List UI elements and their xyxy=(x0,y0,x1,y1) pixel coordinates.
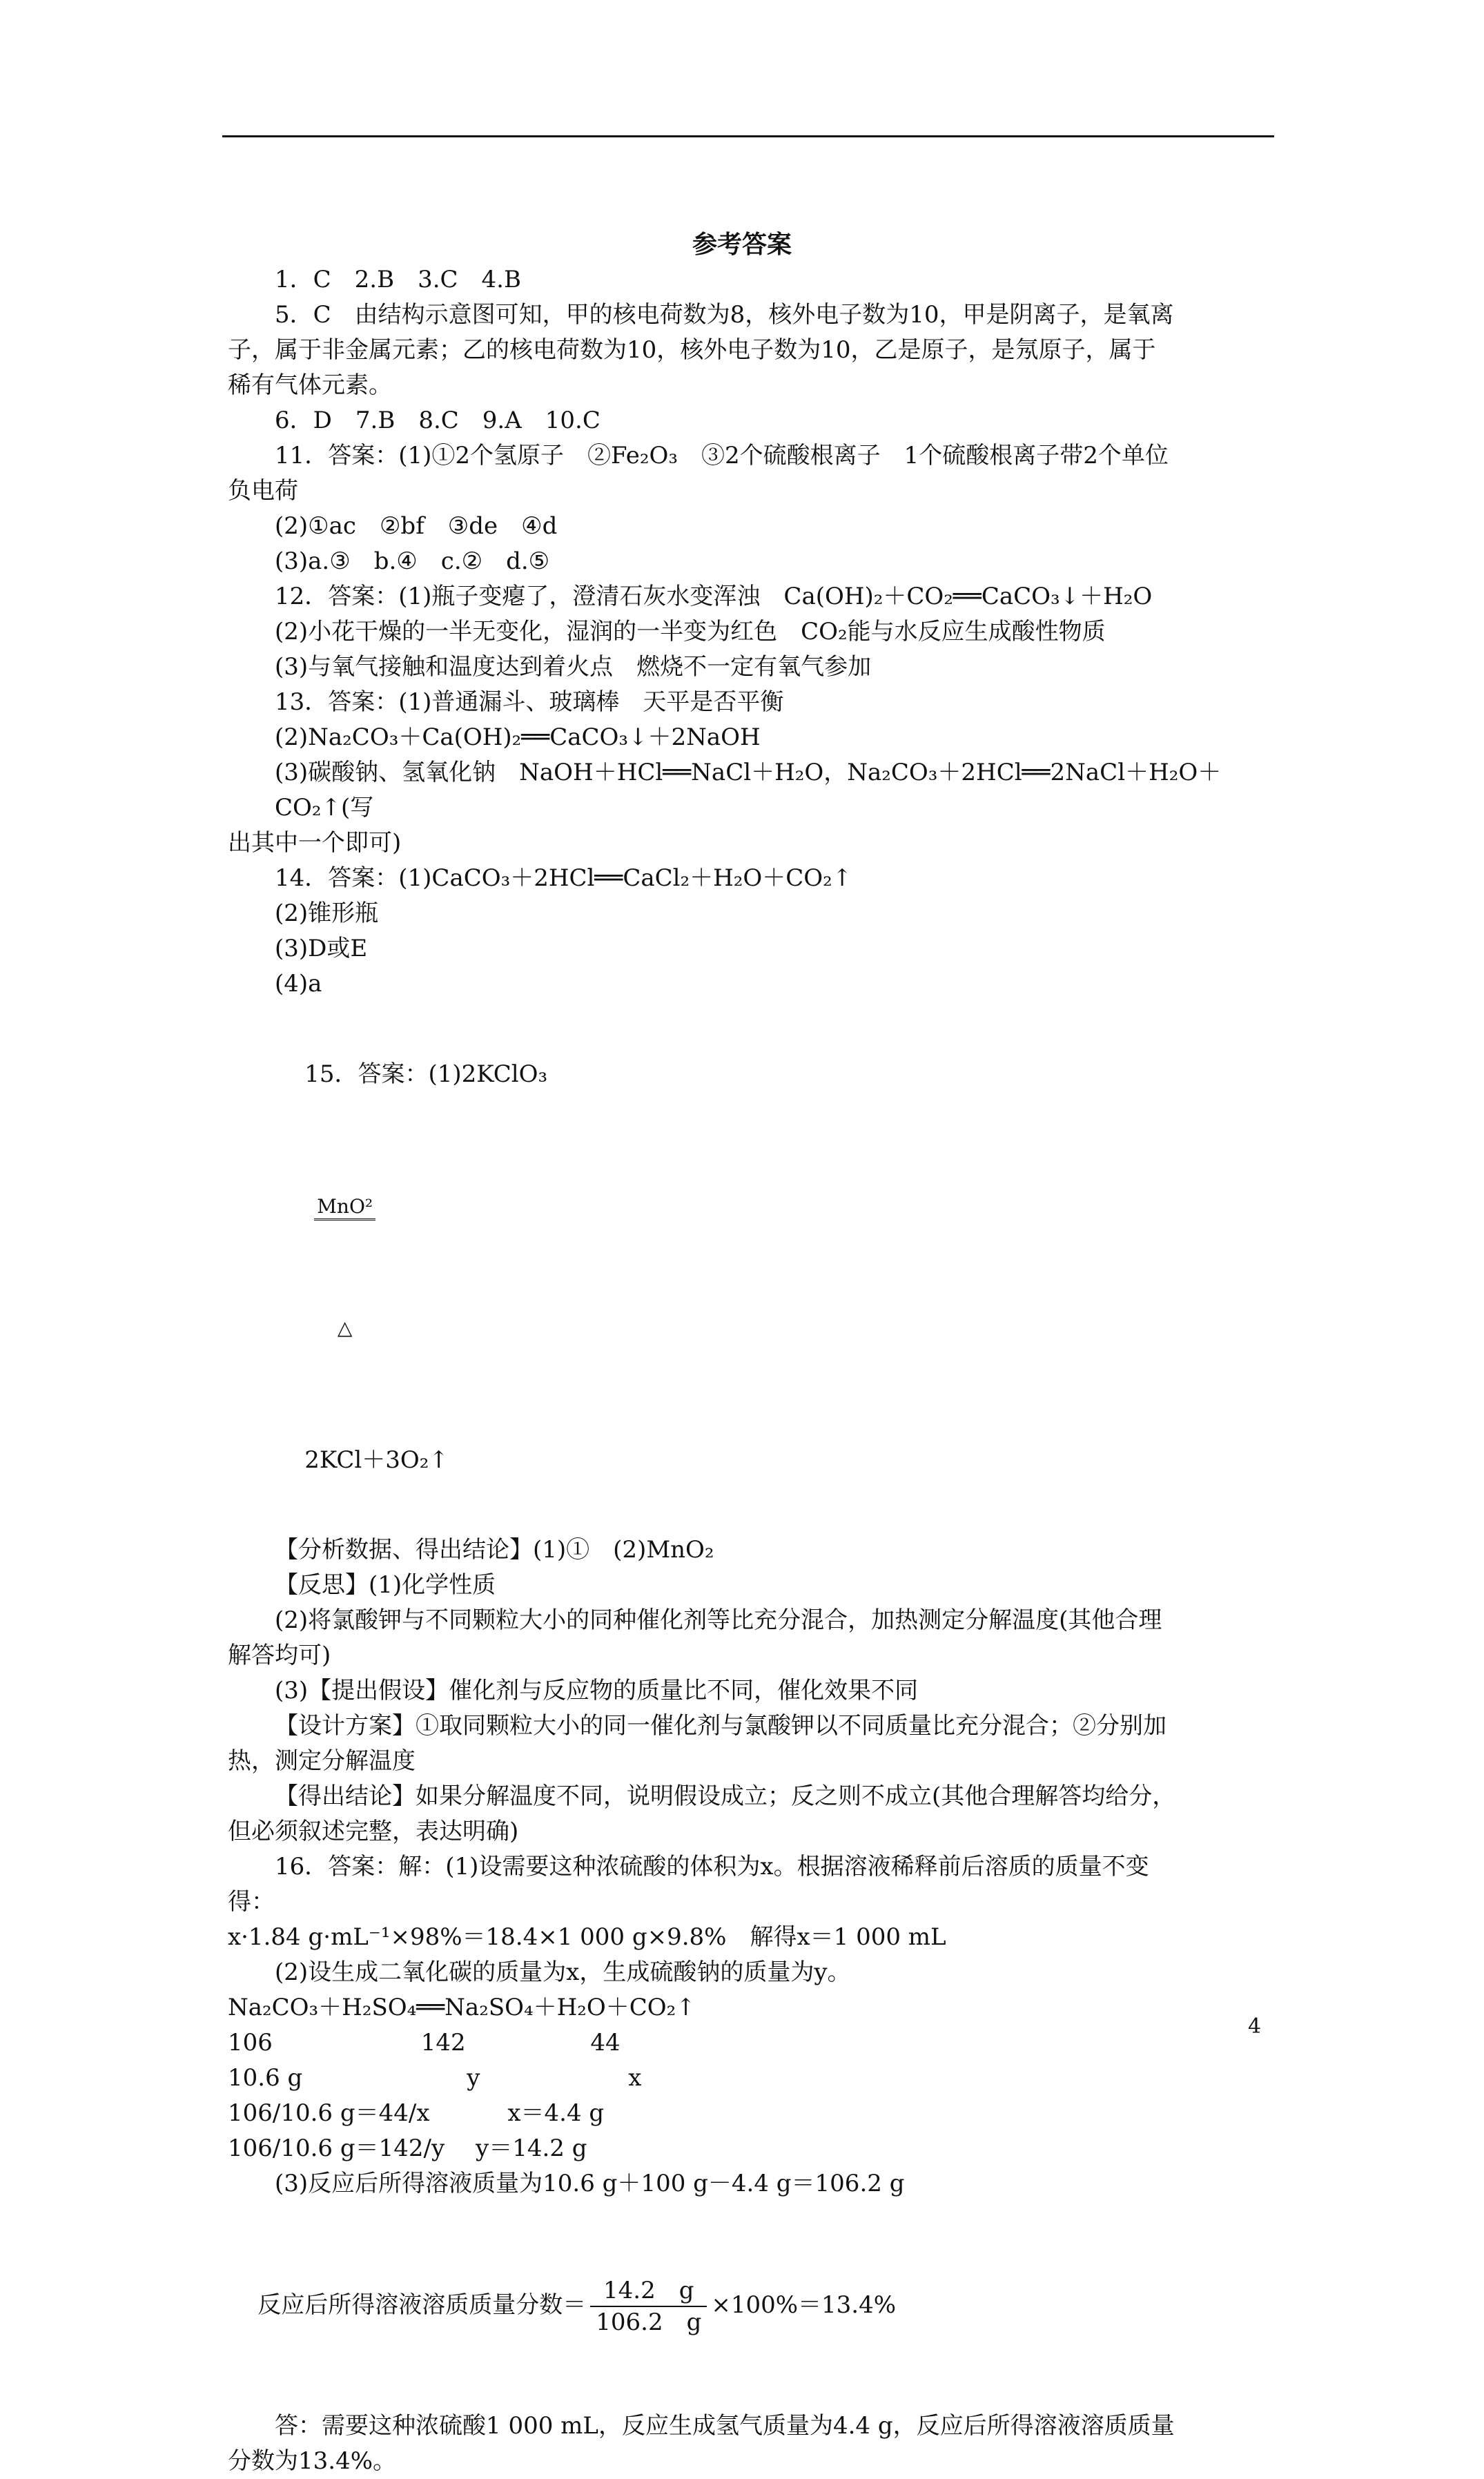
answer-line: 16．答案：解：(1)设需要这种浓硫酸的体积为x。根据溶液稀释前后溶质的质量不变 xyxy=(275,1853,1149,1880)
answer-line: 12．答案：(1)瓶子变瘪了，澄清石灰水变浑浊 Ca(OH)₂＋CO₂══CaCO₃↓＋H₂O xyxy=(275,583,1153,610)
answers-block-2 xyxy=(228,1533,1284,2201)
answer-line: 出其中一个即可) xyxy=(228,829,402,857)
answers-block-1 xyxy=(228,262,1284,1002)
answer-line: 11．答案：(1)①2个氢原子 ②Fe₂O₃ ③2个硫酸根离子 1个硫酸根离子带2个单位 xyxy=(275,442,1169,469)
q15-equation xyxy=(228,1002,1284,1533)
header-rule xyxy=(222,135,1274,137)
reaction-condition xyxy=(314,1098,375,1436)
answer-line: (2)①ac ②bf ③de ④d xyxy=(275,512,558,540)
answer-line: (2)锥形瓶 xyxy=(275,900,379,927)
fraction-prefix: 反应后所得溶液溶质质量分数＝ xyxy=(257,2291,587,2319)
answer-line: (2)设生成二氧化碳的质量为x，生成硫酸钠的质量为y。 xyxy=(275,1958,851,1986)
fraction-line xyxy=(228,2201,1284,2409)
answer-line: (2)小花干燥的一半无变化，湿润的一半变为红色 CO₂能与水反应生成酸性物质 xyxy=(275,618,1106,645)
fraction-numerator: 14.2 g xyxy=(590,2275,707,2307)
catalyst-label: MnO² xyxy=(314,1195,375,1221)
answer-line: 【得出结论】如果分解温度不同，说明假设成立；反之则不成立(其他合理解答均给分， xyxy=(275,1782,1176,1810)
answer-line: (3)【提出假设】催化剂与反应物的质量比不同，催化效果不同 xyxy=(275,1677,919,1704)
answer-line: 【分析数据、得出结论】(1)① (2)MnO₂ xyxy=(275,1536,714,1564)
mass-fraction xyxy=(590,2275,707,2337)
answer-line: 但必须叙述完整，表达明确) xyxy=(228,1818,519,1845)
answer-line: 稀有气体元素。 xyxy=(228,371,392,399)
answer-line: 【设计方案】①取同颗粒大小的同一催化剂与氯酸钾以不同质量比充分混合；②分别加 xyxy=(275,1712,1166,1740)
answer-line: (2)将氯酸钾与不同颗粒大小的同种催化剂等比充分混合，加热测定分解温度(其他合理 xyxy=(275,1606,1162,1634)
answer-line: 5．C 由结构示意图可知，甲的核电荷数为8，核外电子数为10，甲是阴离子，是氧离 xyxy=(275,301,1174,329)
answers-block-3 xyxy=(228,2409,1284,2479)
answer-line: x·1.84 g·mL⁻¹×98%＝18.4×1 000 g×9.8% 解得x＝1 000 mL xyxy=(228,1923,946,1951)
answer-line: Na₂CO₃＋H₂SO₄══Na₂SO₄＋H₂O＋CO₂↑ xyxy=(228,1994,696,2021)
answer-line: (3)反应后所得溶液质量为10.6 g＋100 g－4.4 g＝106.2 g xyxy=(275,2170,905,2197)
answer-line: 10.6 g y x xyxy=(228,2064,642,2092)
q15-prefix: 15．答案：(1)2KClO₃ xyxy=(304,1060,548,1088)
answer-line: 得： xyxy=(228,1888,275,1916)
answer-line: (4)a xyxy=(275,970,322,998)
answer-line: 106/10.6 g＝142/y y＝14.2 g xyxy=(228,2135,587,2162)
fraction-denominator: 106.2 g xyxy=(596,2308,702,2336)
answer-line: (3)D或E xyxy=(275,935,368,962)
answer-line: (3)与氧气接触和温度达到着火点 燃烧不一定有氧气参加 xyxy=(275,653,872,681)
answer-line: 答：需要这种浓硫酸1 000 mL，反应生成氢气质量为4.4 g，反应后所得溶液溶质质量 xyxy=(275,2412,1175,2440)
q15-suffix: 2KCl＋3O₂↑ xyxy=(304,1446,449,1474)
answer-line: 14．答案：(1)CaCO₃＋2HCl══CaCl₂＋H₂O＋CO₂↑ xyxy=(275,864,852,892)
answer-line: 1．C 2.B 3.C 4.B xyxy=(275,266,521,293)
heat-symbol: △ xyxy=(337,1316,353,1339)
answer-line: 负电荷 xyxy=(228,477,298,505)
answer-line: 【反思】(1)化学性质 xyxy=(275,1571,496,1599)
answer-line: 解答均可) xyxy=(228,1642,331,1669)
answer-line: 热，测定分解温度 xyxy=(228,1747,416,1775)
answer-line: 13．答案：(1)普通漏斗、玻璃棒 天平是否平衡 xyxy=(275,688,784,716)
answer-line: 6．D 7.B 8.C 9.A 10.C xyxy=(275,407,601,434)
answer-line: 106/10.6 g＝44/x x＝4.4 g xyxy=(228,2099,605,2127)
answer-line: (2)Na₂CO₃＋Ca(OH)₂══CaCO₃↓＋2NaOH xyxy=(275,723,761,751)
answer-line: (3)碳酸钠、氢氧化钠 NaOH＋HCl══NaCl＋H₂O，Na₂CO₃＋2HCl══2NaCl＋H₂O＋CO₂↑(写 xyxy=(275,759,1222,822)
answer-line: (3)a.③ b.④ c.② d.⑤ xyxy=(275,547,550,575)
page-number: 4 xyxy=(1248,2014,1262,2039)
answer-line: 106 142 44 xyxy=(228,2029,621,2057)
answer-line: 子，属于非金属元素；乙的核电荷数为10，核外电子数为10，乙是原子，是氖原子，属于 xyxy=(228,336,1156,364)
fraction-suffix: ×100%＝13.4% xyxy=(711,2291,897,2319)
answer-line: 分数为13.4%。 xyxy=(228,2447,397,2475)
page-title: 参考答案 xyxy=(692,231,792,259)
answer-content xyxy=(228,262,1284,2479)
